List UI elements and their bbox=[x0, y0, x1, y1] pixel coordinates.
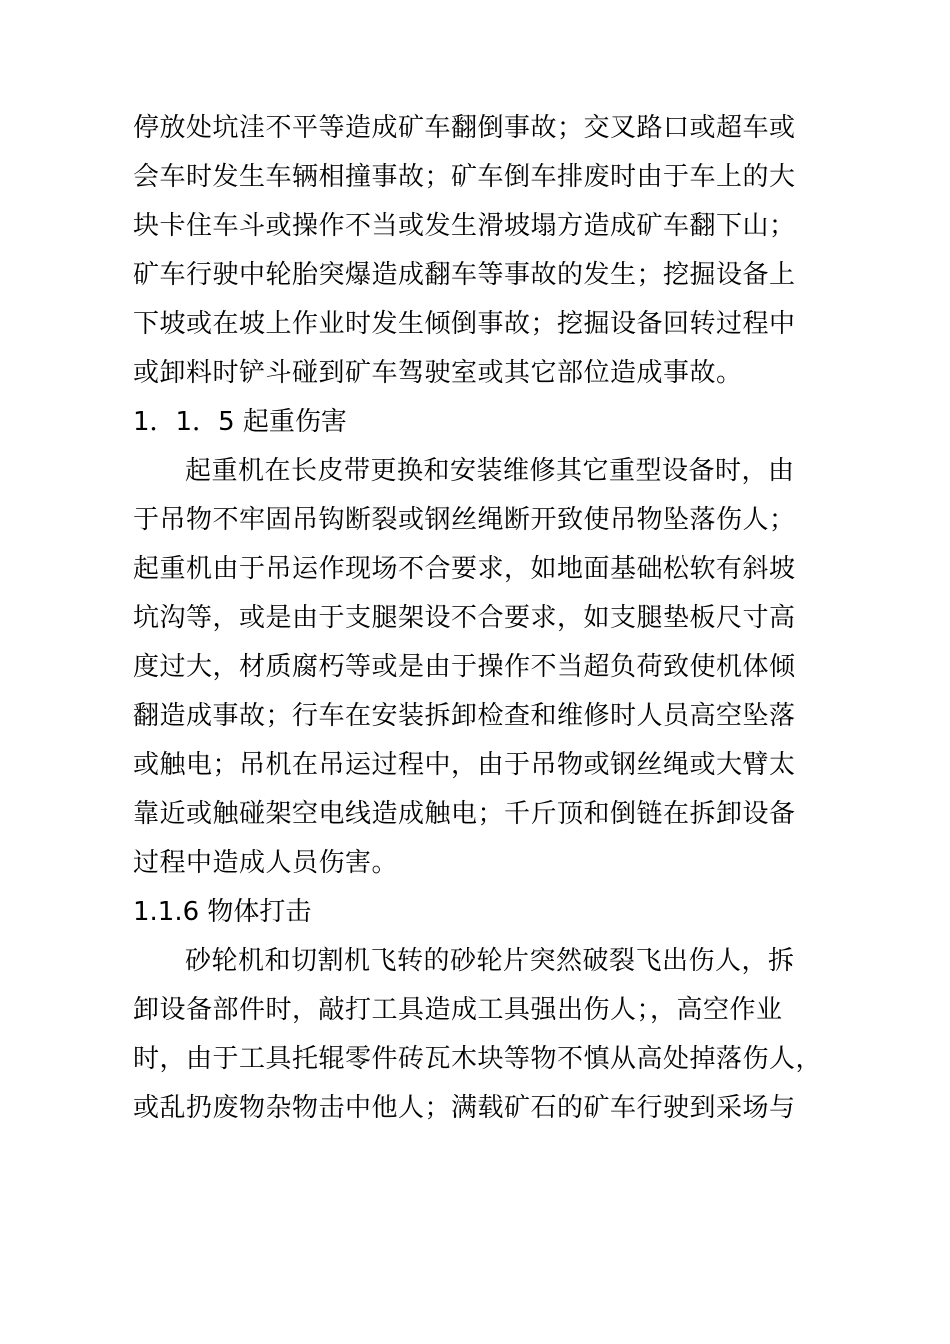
text-line: 停放处坑洼不平等造成矿车翻倒事故；交叉路口或超车或 bbox=[133, 113, 796, 143]
text-line: 度过大，材质腐朽等或是由于操作不当超负荷致使机体倾 bbox=[133, 652, 796, 682]
text-line: 会车时发生车辆相撞事故；矿车倒车排废时由于车上的大 bbox=[133, 162, 796, 192]
text-line: 起重机在长皮带更换和安装维修其它重型设备时，由 bbox=[185, 456, 795, 486]
text-line: 翻造成事故；行车在安装拆卸检查和维修时人员高空坠落 bbox=[133, 701, 796, 731]
document-page bbox=[133, 104, 833, 1133]
text-line: 时，由于工具托辊零件砖瓦木块等物不慎从高处掉落伤人， bbox=[133, 1044, 823, 1074]
text-line: 或触电；吊机在吊运过程中，由于吊物或钢丝绳或大臂太 bbox=[133, 750, 796, 780]
text-line: 砂轮机和切割机飞转的砂轮片突然破裂飞出伤人，拆 bbox=[185, 946, 795, 976]
text-line: 过程中造成人员伤害。 bbox=[133, 848, 399, 878]
section-heading-lifting-injury: 1．1．5 起重伤害 bbox=[133, 407, 347, 437]
text-line: 于吊物不牢固吊钩断裂或钢丝绳断开致使吊物坠落伤人； bbox=[133, 505, 796, 535]
text-line: 靠近或触碰架空电线造成触电；千斤顶和倒链在拆卸设备 bbox=[133, 799, 796, 829]
text-line: 坑沟等，或是由于支腿架设不合要求，如支腿垫板尺寸高 bbox=[133, 603, 796, 633]
text-line: 起重机由于吊运作现场不合要求，如地面基础松软有斜坡 bbox=[133, 554, 796, 584]
text-line: 下坡或在坡上作业时发生倾倒事故；挖掘设备回转过程中 bbox=[133, 309, 796, 339]
paragraph-lifting-injury bbox=[133, 447, 833, 888]
paragraph-vehicle-accidents bbox=[133, 104, 833, 398]
text-line: 或卸料时铲斗碰到矿车驾驶室或其它部位造成事故。 bbox=[133, 358, 743, 388]
text-line: 或乱扔废物杂物击中他人；满载矿石的矿车行驶到采场与 bbox=[133, 1093, 796, 1123]
text-line: 卸设备部件时，敲打工具造成工具强出伤人；，高空作业 bbox=[133, 995, 783, 1025]
paragraph-object-strike bbox=[133, 937, 833, 1133]
text-line: 块卡住车斗或操作不当或发生滑坡塌方造成矿车翻下山； bbox=[133, 211, 796, 241]
text-line: 矿车行驶中轮胎突爆造成翻车等事故的发生；挖掘设备上 bbox=[133, 260, 796, 290]
section-heading-object-strike: 1.1.6 物体打击 bbox=[133, 897, 312, 927]
